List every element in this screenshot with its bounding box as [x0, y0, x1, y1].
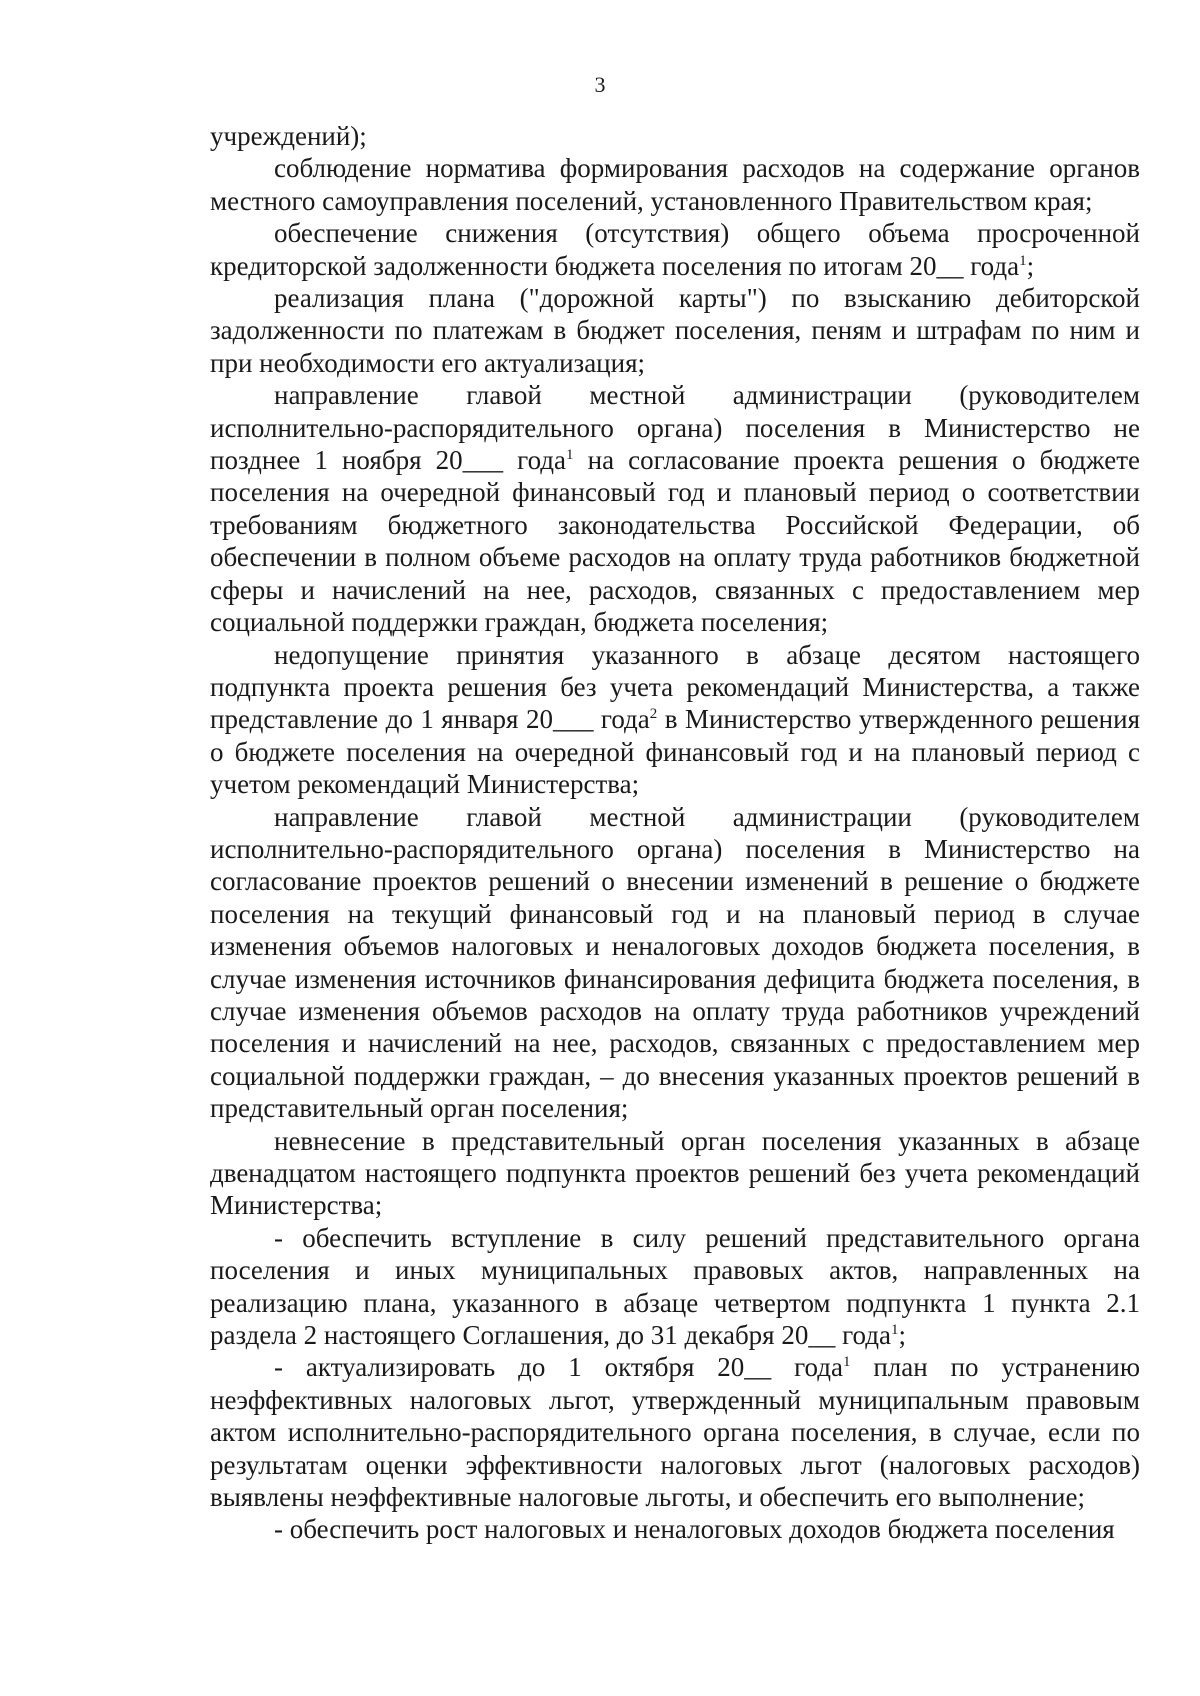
paragraph: - обеспечить вступление в силу решений представительного органа поселения и иных муниципальных правовых актов, направленных на реализацию плана, указанного в абзаце четвертом подпункта 1 пункта 2.1 раздела 2 настоящего Соглашения, до 31 декабря 20__ года$^1$;: [210, 1222, 1140, 1351]
paragraph: соблюдение норматива формирования расходов на содержание органов местного самоуправления поселений, установленного Правительством края;: [210, 153, 1140, 216]
paragraph: направление главой местной администрации (руководителем исполнительно-распорядительного органа) поселения в Министерство на согласование проектов решений о внесении изменений в решение о бюджете поселения на текущий финансовый год и на плановый период в случае изменения объемов налоговых и неналоговых доходов бюджета поселения, в случае изменения источников финансирования дефицита бюджета поселения, в случае изменения объемов расходов на оплату труда работников учреждений поселения и начислений на нее, расходов, связанных с предоставлением мер социальной поддержки граждан, – до внесения указанных проектов решений в представительный орган поселения;: [210, 801, 1140, 1124]
footnote-ref: 2: [649, 706, 658, 723]
footnote-ref: 1: [1019, 252, 1027, 269]
document-body: [210, 120, 1140, 1546]
paragraph: недопущение принятия указанного в абзаце десятом настоящего подпункта проекта решения без учета рекомендаций Министерства, а также представление до 1 января 20___ года$^2$ в Министерство утвержденного решения о бюджете поселения на очередной финансовый год и на плановый период с учетом рекомендаций Министерства;: [210, 639, 1141, 800]
footnote-ref: 1: [566, 447, 574, 464]
paragraph: реализация плана ("дорожной карты") по взысканию дебиторской задолженности по платежам в бюджет поселения, пеням и штрафам по ним и при необходимости его актуализация;: [210, 283, 1140, 378]
paragraph: направление главой местной администрации (руководителем исполнительно-распорядительного органа) поселения в Министерство не позднее 1 ноября 20___ года$^1$ на согласование проекта решения о бюджете поселения на очередной финансовый год и плановый период о соответствии требованиям бюджетного законодательства Российской Федерации, об обеспечении в полном объеме расходов на оплату труда работников бюджетной сферы и начислений на нее, расходов, связанных с предоставлением мер социальной поддержки граждан, бюджета поселения;: [210, 380, 1140, 638]
paragraph: учреждений);: [210, 121, 367, 151]
paragraph: невнесение в представительный орган поселения указанных в абзаце двенадцатом настоящего подпункта проектов решений без учета рекомендаций Министерства;: [210, 1125, 1140, 1221]
paragraph: - обеспечить рост налоговых и неналоговых доходов бюджета поселения: [274, 1514, 1115, 1545]
footnote-ref: 1: [842, 1354, 851, 1371]
paragraph: - актуализировать до 1 октября 20__ года$^1$ план по устранению неэффективных налоговых льгот, утвержденный муниципальным правовым актом исполнительно-распорядительного органа поселения, в случае, если по результатам оценки эффективности налоговых льгот (налоговых расходов) выявлены неэффективные налоговые льготы, и обеспечить его выполнение;: [210, 1352, 1140, 1513]
page-number: 3: [594, 72, 606, 97]
footnote-ref: 1: [890, 1322, 899, 1339]
paragraph: обеспечение снижения (отсутствия) общего объема просроченной кредиторской задолженности бюджета поселения по итогам 20__ года$^1$;: [210, 218, 1140, 281]
